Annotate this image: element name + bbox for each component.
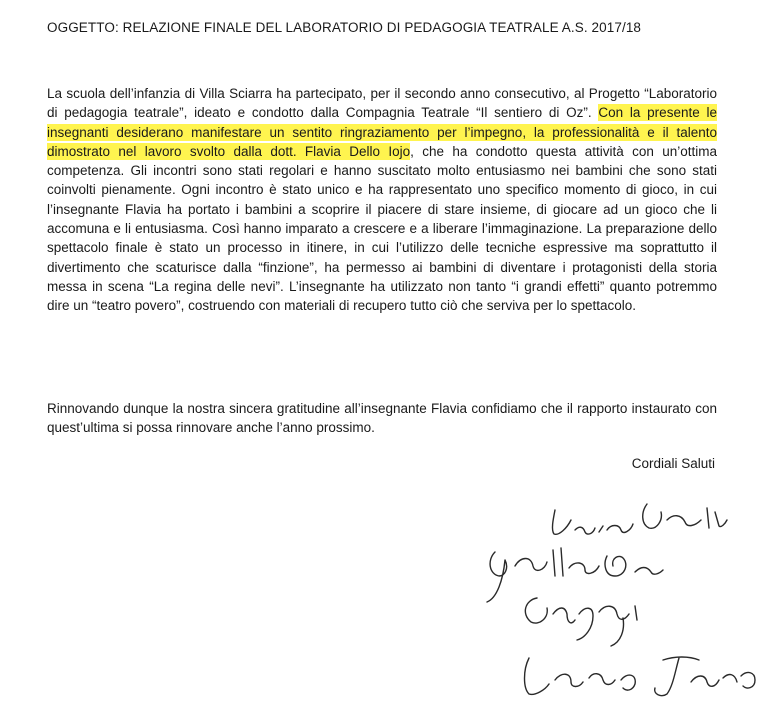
signature-4 [525, 657, 756, 696]
highlighted-text: Con la presente le insegnanti desiderano manifestare un sentito ringraziamento per l’impegno, la professionalità e il talento dimostrato nel lavoro svolto dalla dott. Flavia Dello Iojo [47, 105, 717, 159]
paragraph-1-intro: La scuola dell’infanzia di Villa Sciarra ha partecipato, per il secondo anno consecutivo, al Progetto “Laboratorio di pedagogia teatrale”, ideato e condotto dalla Compagnia Teatrale “Il sentiero di Oz”. [47, 86, 717, 121]
paragraph-1-rest: , che ha condotto questa attività con un’ottima competenza. Gli incontri sono stati regolari e hanno suscitato molto entusiasmo nei bambini che sono stati coinvolti pienamente. Ogni incontro è stato unico e ha rappresentato uno specifico momento di gioco, in cui l’insegnante Flavia ha portato i bambini a scoprire il piacere di stare insieme, di giocare ad un gioco che li accomuna e li entusiasma. Così hanno imparato a crescere e a liberare l’immaginazione. La preparazione dello spettacolo finale è stato un processo in itinere, in cui l’utilizzo delle tecniche espressive ma soprattutto il divertimento che scaturisce dalla “finzione”, ha permesso ai bambini di diventare i protagonisti della storia messa in scena “La regina delle nevi”. L’insegnante ha utilizzato non tanto “i grandi effetti” quanto potremmo dire un “teatro povero”, costruendo con materiali di recupero tutto ciò che serviva per lo spettacolo. [47, 143, 717, 314]
signatures-block [475, 490, 760, 700]
signature-2 [487, 548, 663, 602]
signature-1 [552, 504, 727, 534]
handwritten-signatures [475, 490, 760, 700]
signature-3 [525, 598, 637, 646]
body-paragraph-1 [47, 84, 717, 316]
closing-salutation: Cordiali Saluti [631, 456, 715, 471]
body-paragraph-2: Rinnovando dunque la nostra sincera gratitudine all’insegnante Flavia confidiamo che il rapporto instaurato con quest’ultima si possa rinnovare anche l’anno prossimo. [47, 401, 717, 436]
document-subject: OGGETTO: RELAZIONE FINALE DEL LABORATORIO DI PEDAGOGIA TEATRALE A.S. 2017/18 [47, 20, 642, 35]
